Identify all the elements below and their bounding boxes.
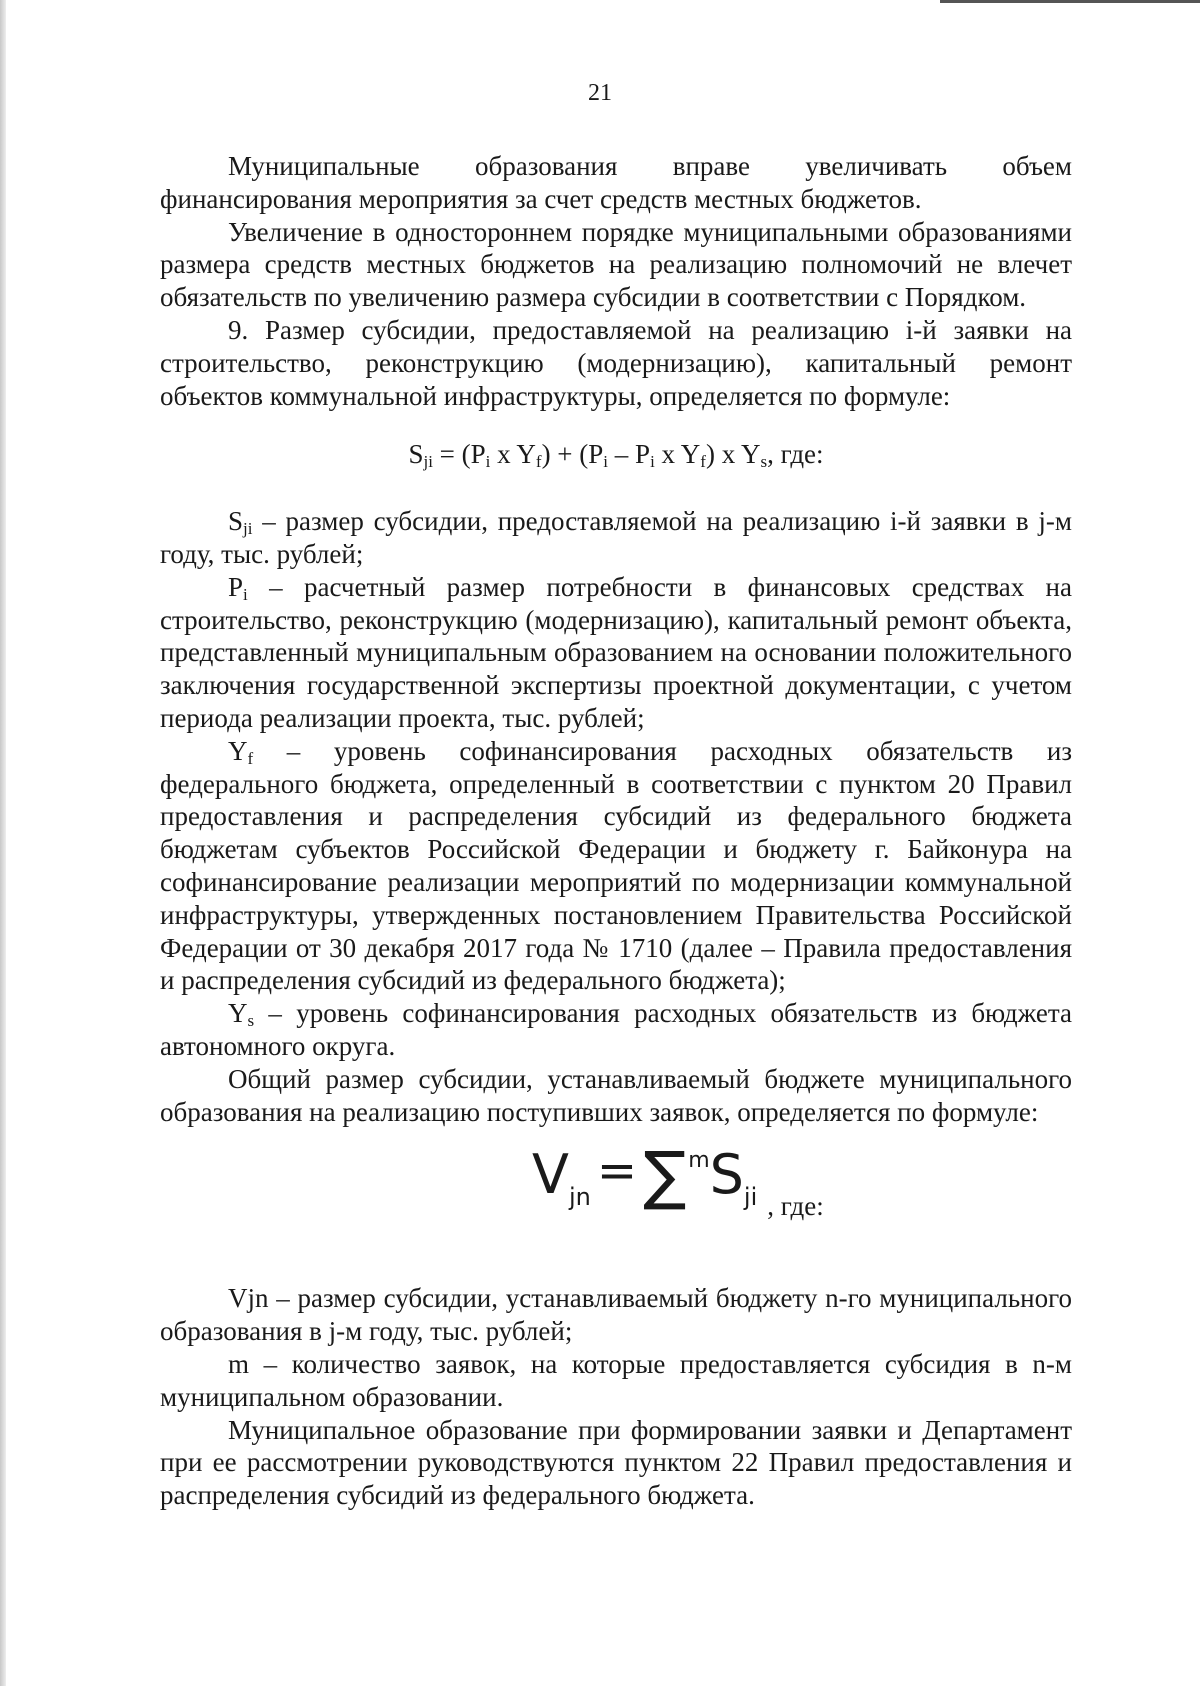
paragraph-1: Муниципальные образования вправе увеличивать объем финансирования мероприятия за счет средств местных бюджетов.	[160, 151, 1072, 214]
scan-top-mark	[940, 0, 1200, 3]
paragraph-2: Увеличение в одностороннем порядке муниципальными образованиями размера средств местных бюджетов на реализацию полномочий не влечет обязательств по увеличению размера субсидии в соответствии с Порядком.	[160, 216, 1072, 313]
sigma-symbol: ∑	[643, 1139, 687, 1214]
paragraph-3: 9. Размер субсидии, предоставляемой на реализацию i-й заявки на строительство, реконструкцию (модернизацию), капитальный ремонт объектов коммунальной инфраструктуры, определяется по формуле:	[160, 314, 1072, 411]
total-formula: Vjn =∑$^m$Sji , где:	[532, 1139, 824, 1222]
scan-edge	[0, 0, 6, 1686]
paragraph-total: Общий размер субсидии, устанавливаемый бюджете муниципального образования на реализацию поступивших заявок, определяется по формуле:	[160, 1063, 1072, 1127]
definition-m: m – количество заявок, на которые предоставляется субсидия в n-м муниципальном образовании.	[160, 1348, 1072, 1412]
definition-ys: $Y_s$ – уровень софинансирования расходных обязательств из бюджета автономного округа.	[160, 998, 1072, 1061]
definition-sji: $S_{ji}$ – размер субсидии, предоставляемой на реализацию i-й заявки в j-м году, тыс. рублей;	[160, 506, 1072, 569]
paragraph-final: Муниципальное образование при формировании заявки и Департамент при ее рассмотрении руководствуются пунктом 22 Правил предоставления и распределения субсидий из федерального бюджета.	[160, 1414, 1072, 1511]
page-number: 21	[588, 80, 612, 106]
document-body	[160, 150, 1072, 1512]
subsidy-formula: $S_{ji} = (P_i$ x $Y_f) + (P_i - P_i$ x $Y_f$) x $Y_s$, где:	[408, 439, 824, 472]
definition-pi: $P_i$ – расчетный размер потребности в финансовых средствах на строительство, реконструкцию (модернизацию), капитальный ремонт объекта, представленный муниципальным образованием на основании положительного заключения государственной экспертизы проектной документации, с учетом периода реализации проекта, тыс. рублей;	[160, 571, 1072, 733]
definition-yf: $Y_f$ – уровень софинансирования расходных обязательств из федерального бюджета, определенный в соответствии с пунктом 20 Правил предоставления и распределения субсидий из федерального бюджета бюджетам субъектов Российской Федерации и бюджету г. Байконура на софинансирование реализации мероприятий по модернизации коммунальной инфраструктуры, утвержденных постановлением Правительства Российской Федерации от 30 декабря 2017 года № 1710 (далее – Правила предоставления и распределения субсидий из федерального бюджета);	[160, 735, 1072, 996]
definition-vjn: Vjn – размер субсидии, устанавливаемый бюджету n-го муниципального образования в j-м году, тыс. рублей;	[160, 1283, 1072, 1347]
